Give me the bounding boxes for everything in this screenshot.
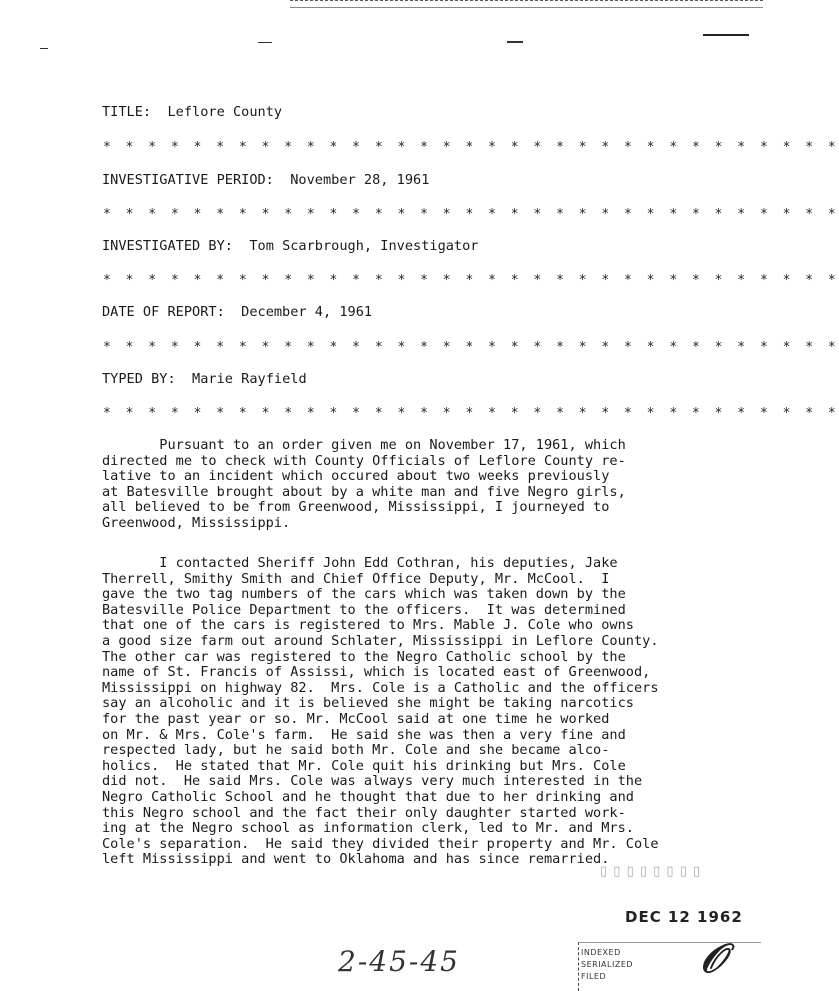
period-line: INVESTIGATIVE PERIOD: November 28, 1961: [102, 172, 430, 188]
text-line: Negro Catholic School and he thought that due to her drinking and: [102, 788, 634, 805]
title-line: TITLE: Leflore County: [102, 104, 283, 120]
handwritten-file-number: 2-45-45: [338, 945, 460, 978]
text-line: that one of the cars is registered to Mrs. Mable J. Cole who owns: [102, 617, 634, 634]
text-line: Batesville Police Department to the officers. It was determined: [102, 601, 626, 618]
handwritten-initials: 𝒪: [700, 935, 726, 982]
margin-mark: [703, 34, 749, 36]
text-line: The other car was registered to the Negro Catholic school by the: [102, 648, 626, 665]
stamp-indexed-label: INDEXED: [581, 948, 621, 957]
star-separator: * * * * * * * * * * * * * * * * * * * * * * * * * * * * * * * * *: [103, 140, 839, 155]
text-line: Pursuant to an order given me on November 17, 1961, which: [102, 437, 626, 453]
text-line: say an alcoholic and it is believed she might be taking narcotics: [102, 695, 634, 712]
text-line: at Batesville brought about by a white man and five Negro girls,: [102, 483, 626, 500]
text-line: ing at the Negro school as information clerk, led to Mr. and Mrs.: [102, 820, 634, 837]
text-line: I contacted Sheriff John Edd Cothran, his deputies, Jake: [102, 555, 618, 571]
text-line: name of St. Francis of Assissi, which is located east of Greenwood,: [102, 664, 651, 681]
star-separator: * * * * * * * * * * * * * * * * * * * * * * * * * * * * * * * * *: [103, 406, 839, 421]
text-line: respected lady, but he said both Mr. Cole and she became alco-: [102, 742, 610, 759]
investigator-line: INVESTIGATED BY: Tom Scarbrough, Investigator: [102, 238, 479, 254]
text-line: lative to an incident which occured about two weeks previously: [102, 468, 610, 485]
top-edge-line: [290, 0, 763, 8]
star-separator: * * * * * * * * * * * * * * * * * * * * * * * * * * * * * * * * *: [103, 273, 839, 288]
text-line: did not. He said Mrs. Cole was always very much interested in the: [102, 773, 643, 790]
text-line: on Mr. & Mrs. Cole's farm. He said she was then a very fine and: [102, 726, 626, 743]
star-separator: * * * * * * * * * * * * * * * * * * * * * * * * * * * * * * * * *: [103, 340, 839, 355]
text-line: a good size farm out around Schlater, Mississippi in Leflore County.: [102, 632, 659, 649]
typed-by-line: TYPED BY: Marie Rayfield: [102, 371, 307, 387]
paragraph-2: [102, 556, 742, 868]
text-line: Cole's separation. He said they divided their property and Mr. Cole: [102, 835, 659, 852]
text-line: Greenwood, Mississippi.: [102, 514, 291, 531]
text-line: holics. He stated that Mr. Cole quit his drinking but Mrs. Cole: [102, 757, 626, 774]
text-line: Therrell, Smithy Smith and Chief Office Deputy, Mr. McCool. I: [102, 570, 610, 587]
text-line: all believed to be from Greenwood, Mississippi, I journeyed to: [102, 499, 610, 516]
text-line: this Negro school and the fact their only daughter started work-: [102, 804, 626, 821]
paragraph-1: [102, 438, 742, 532]
received-date-stamp: DEC 12 1962: [625, 908, 743, 926]
text-line: Mississippi on highway 82. Mrs. Cole is a Catholic and the officers: [102, 679, 659, 696]
stamp-serialized-label: SERIALIZED: [581, 960, 634, 969]
text-line: for the past year or so. Mr. McCool said at one time he worked: [102, 710, 610, 727]
smudge-mark: [40, 48, 48, 49]
star-separator: * * * * * * * * * * * * * * * * * * * * * * * * * * * * * * * * *: [103, 207, 839, 222]
stamp-filed-label: FILED: [581, 972, 607, 981]
text-line: left Mississippi and went to Oklahoma and has since remarried.: [102, 851, 610, 868]
text-line: directed me to check with County Officials of Leflore County re-: [102, 452, 626, 469]
report-date-line: DATE OF REPORT: December 4, 1961: [102, 304, 373, 320]
smudge-mark: [258, 42, 272, 43]
stamp-faint-text: ▯ ▯ ▯ ▯ ▯ ▯ ▯ ▯: [600, 864, 702, 879]
text-line: gave the two tag numbers of the cars which was taken down by the: [102, 586, 626, 603]
smudge-mark: [507, 41, 523, 43]
